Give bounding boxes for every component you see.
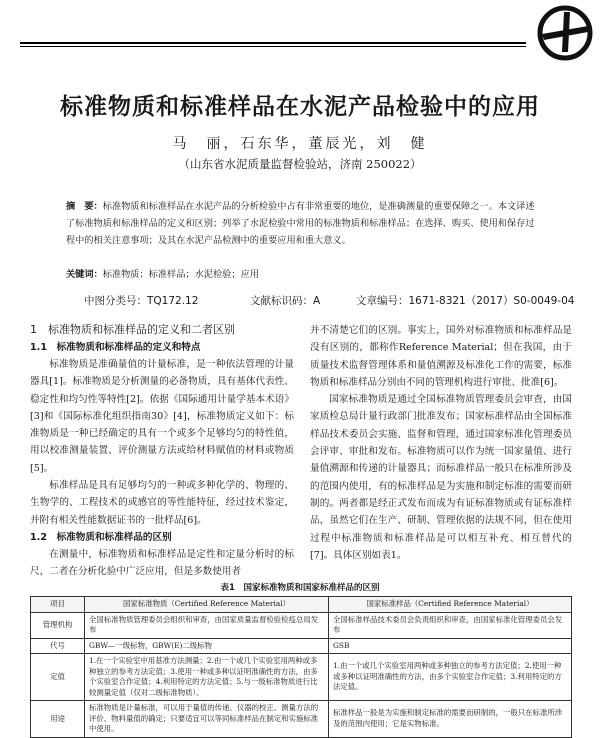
section-1-2-heading: 1.2 标准物质和标准样品的区别: [30, 531, 172, 543]
table-row: [31, 638, 572, 654]
abstract-text: 标准物质和标准样品在水泥产品的分析检验中占有非常重要的地位，是准确测量的重要保障之一。本文译述了标准物质和标准样品的定义和区别；列举了水泥检验中常用的标准物质和标准样品；在选择、购买、使用和保存过程中的相关注意事项；及其在水泥产品检测中的重要应用和重大意义。: [66, 201, 535, 246]
journal-logo-icon: [534, 4, 596, 62]
table-header: 项目: [31, 597, 85, 613]
table-header: 国家标准样品（Certified Reference Material）: [329, 597, 572, 613]
table-cell: 标准物质是计量标准，可以用于量值的传递、仪器的校正、测量方法的评价、物料量值的确定；只要适宜可以等同标准样品在制定和实施标准中使用。: [85, 701, 329, 738]
table-cell: 定值: [31, 654, 85, 701]
paper-title: 标准物质和标准样品在水泥产品检验中的应用: [60, 94, 540, 120]
table-caption: 表1 国家标准物质和国家标准样品的区别: [220, 583, 380, 593]
table-cell: 1.在一个实验室中用基准方法测量；2.由一个或几个实验室用两种或多种独立的参考方法定值；3.使用一种或多种以证明准确性的方法，由多个实验室合作定值；4.利用特定的方法定值；5.与一级标准物质进行比较测量定值（仅对二级标准物质）。: [85, 654, 329, 701]
clc-code: 中图分类号：TQ172.12: [84, 295, 199, 307]
table-header: 国家标准物质（Certified Reference Material）: [85, 597, 329, 613]
keywords-text: 标准物质；标准样品；水泥检验；应用: [102, 269, 259, 280]
table-row: [31, 701, 572, 738]
article-number: 文章编号：1671-8321（2017）S0-0049-04: [356, 295, 575, 307]
table-row: [31, 612, 572, 638]
document-code: 文献标识码：A: [250, 295, 321, 307]
header-rule-thin: [20, 46, 526, 47]
abstract-label: 摘 要：: [66, 201, 103, 212]
table-cell: 全国标准物质管理委员会组织和审查，由国家质量监督检验检疫总局发布: [85, 612, 329, 638]
section-1-heading: 1 标准物质和标准样品的定义和二者区别: [30, 323, 235, 336]
section-1-1-heading: 1.1 标准物质和标准样品的定义和特点: [30, 342, 201, 353]
right-column: [310, 322, 572, 564]
authors: 马 丽，石东华，董辰光，刘 健: [172, 136, 428, 152]
table-row: [31, 654, 572, 701]
abstract: [66, 198, 536, 249]
table-cell: 用途: [31, 701, 85, 738]
table-cell: 代号: [31, 638, 85, 654]
header-rule-thick: [20, 42, 526, 44]
left-column: [30, 322, 294, 581]
table-cell: GSB: [329, 638, 572, 654]
paragraph: 并不清楚它们的区别。事实上，国外对标准物质和标准样品是没有区别的，都称作Reference Material；但在我国，由于质量技术监督管理体系和量值溯源及标准化工作的需要，标准物质和标准样品分别由不同的管理机构进行审批、批准[6]。: [310, 325, 572, 388]
table-cell: 管理机构: [31, 612, 85, 638]
paragraph: 在测量中，标准物质和标准样品是定性和定量分析时的标尺，二者在分析化验中广泛应用，但是多数使用者: [30, 548, 294, 578]
comparison-table: [30, 596, 572, 738]
table-cell: 标准样品一般是为实施和制定标准的需要而研制的，一般只在标准所涉及的范围内使用；它是实物标准。: [329, 701, 572, 738]
table-header-row: [31, 597, 572, 613]
paragraph: 标准物质是准确量值的计量标准，是一种依法管理的计量器具[1]。标准物质是分析测量的必备物质，具有基体代表性、稳定性和均匀性等特性[2]。依据《国际通用计量学基本术语》[3]和《国际标准化组织指南30》[4]，标准物质定义如下：标准物质是一种已经确定的具有一个或多个足够均匀的特性值，用以校准测量装置、评价测量方法或给材料赋值的材料或物质[5]。: [30, 359, 294, 474]
keywords-label: 关键词：: [66, 269, 103, 280]
paragraph: 国家标准物质是通过全国标准物质管理委员会审查，由国家质检总局计量行政部门批准发布；国家标准样品由全国标准样品技术委员会实施、监督和管理，通过国家标准化管理委员会评审、审批和发布。标准物质可以作为统一国家量值、进行量值溯源和传递的计量器具；而标准样品一般只在标准所涉及的范围内使用，有的标准样品是为实施和制定标准的需要而研制的。两者都是经正式发布而成为有证标准物质或有证标准样品，虽然它们在生产、研制、管理依据的法规不同，但在使用过程中标准物质和标准样品是可以相互补充、相互替代的[7]。具体区别如表1。: [310, 394, 572, 561]
table-cell: 全国标准样品技术委员会负责组织和审查，由国家标准化管理委员会发布: [329, 612, 572, 638]
affiliation: （山东省水泥质量监督检验站，济南 250022）: [178, 157, 422, 171]
keywords: [66, 266, 536, 280]
table-cell: GBW—一级标物，GBW(E)二级标物: [85, 638, 329, 654]
table-cell: 1.由一个或几个实验室用两种或多种独立的参考方法定值；2.使用一种或多种以证明准确性的方法，由多个实验室合作定值；3.利用特定的方法定值。: [329, 654, 572, 701]
paragraph: 标准样品是具有足够均匀的一种或多种化学的、物理的、生物学的、工程技术的或感官的等性能特征，经过技术鉴定，并附有相关性能数据证书的一批样品[6]。: [30, 480, 294, 526]
